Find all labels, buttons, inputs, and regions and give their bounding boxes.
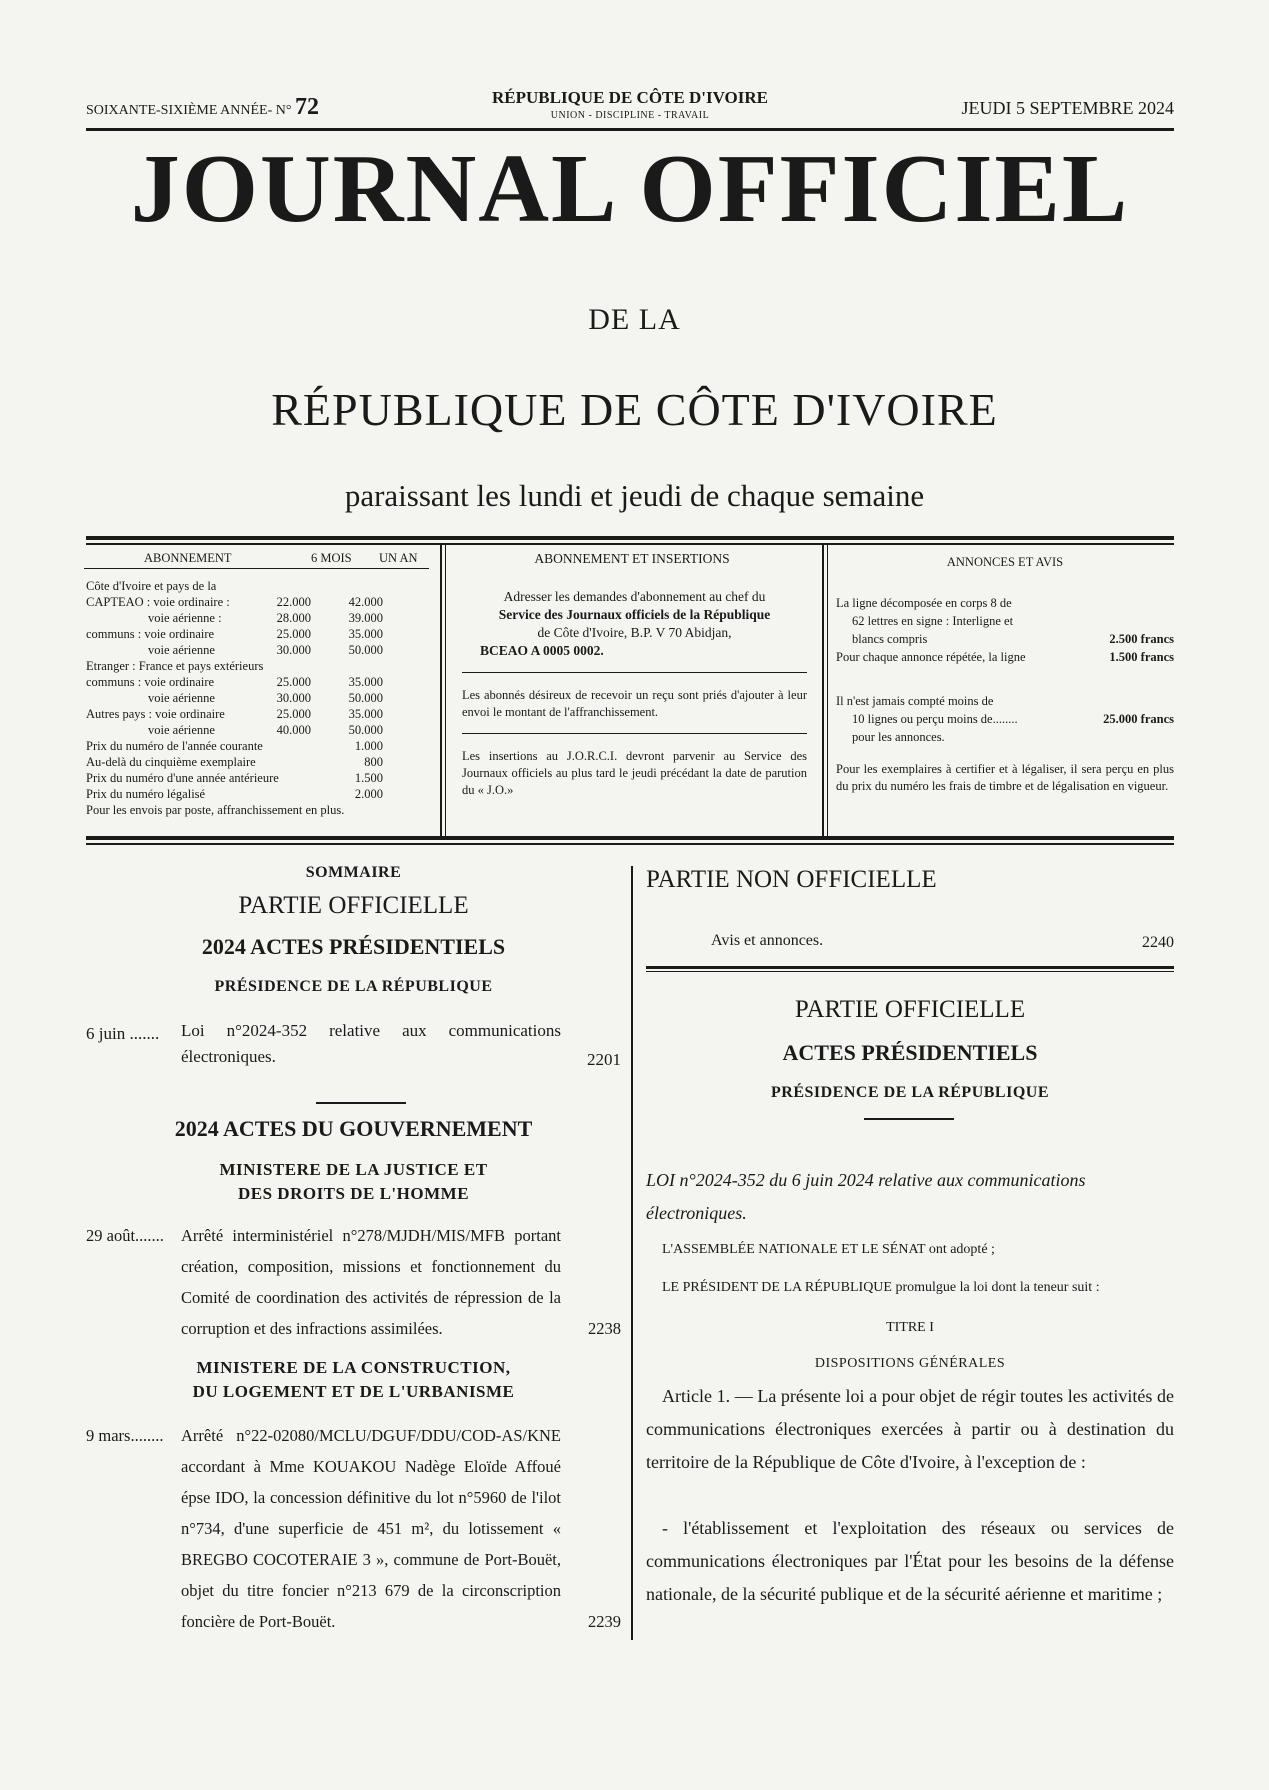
sommaire-min-construction [86, 1356, 621, 1404]
column-divider [631, 866, 633, 1640]
masthead: JOURNAL OFFICIEL [130, 135, 1130, 243]
insertions-heading: ABONNEMENT ET INSERTIONS [534, 551, 730, 566]
entry-2-date: 29 août....... [86, 1226, 164, 1245]
sommaire-entry-1 [86, 1018, 621, 1082]
annonces-line7: pour les annonces. [852, 730, 945, 744]
abonnement-row-label: Autres pays : voie ordinaire [86, 707, 225, 721]
right-short-rule [864, 1118, 954, 1120]
annonces-line3: blancs compris [852, 632, 928, 646]
box-divider-2b [827, 543, 828, 837]
abonnement-row-6mois: 25.000 [276, 707, 311, 721]
sommaire-partie-officielle: PARTIE OFFICIELLE [238, 892, 469, 919]
abonnement-row-an: 39.000 [348, 611, 383, 625]
box-bottom-rule-2 [86, 843, 1174, 845]
col-6mois: 6 MOIS [311, 551, 352, 565]
article-1: Article 1. — La présente loi a pour objet de régir toutes les activités de communications électroniques exercées à partir ou à destination du territoire de la République de Côte d'Ivoire, à l'exception de : [646, 1386, 1174, 1472]
abonnement-row-an: 50.000 [348, 691, 383, 705]
abonnement-row-label: communs : voie ordinaire [86, 627, 215, 641]
annonces-line4: Pour chaque annonce répétée, la ligne [836, 650, 1026, 664]
article-1-bullet: - l'établissement et l'exploitation des réseaux ou services de communications électroniques par l'État pour les besoins de la défense nationale, de la sécurité publique et de la sécurité aérienne et maritime ; [646, 1518, 1174, 1604]
sommaire-actes-presidentiels: 2024 ACTES PRÉSIDENTIELS [201, 934, 506, 959]
abonnement-row-label: voie aérienne [148, 691, 215, 705]
issue-number: 72 [294, 94, 319, 120]
insertions-column [462, 550, 807, 799]
annonces-line5: Il n'est jamais compté moins de [836, 694, 994, 708]
abonnement-row-6mois: 25.000 [276, 675, 311, 689]
abonnement-head-rule [84, 568, 429, 569]
abonnement-row-label: communs : voie ordinaire [86, 675, 215, 689]
box-bottom-rule [86, 836, 1174, 840]
abonnement-row-label: CAPTEAO : voie ordinaire : [86, 595, 230, 609]
abonnement-row-label: Au-delà du cinquième exemplaire [86, 755, 256, 769]
actes-presidentiels: ACTES PRÉSIDENTIELS [782, 1040, 1038, 1065]
sommaire-min-justice [86, 1158, 621, 1206]
insertions-p1 [462, 588, 807, 660]
abonnement-row-6mois: 28.000 [276, 611, 311, 625]
entry-1-date: 6 juin ....... [86, 1024, 160, 1043]
partie-non-officielle: PARTIE NON OFFICIELLE [646, 866, 937, 893]
abonnement-row-6mois: 30.000 [276, 643, 311, 657]
annonces-line1: La ligne décomposée en corps 8 de [836, 596, 1012, 610]
insertions-p3: Les insertions au J.O.R.C.I. devront parvenir au Service des Journaux officiels au plus tard le jeudi précédant la date de parution du « J.O.» [462, 749, 807, 797]
de-la: DE LA [588, 303, 681, 336]
assemblee-line: L'ASSEMBLÉE NATIONALE ET LE SÉNAT ont adopté ; [662, 1242, 995, 1257]
entry-2-text: Arrêté interministériel n°278/MJDH/MIS/MFB portant création, composition, missions et fonctionnement du Comité de coordination des activités de répression de la corruption et des infractions assimilées. [181, 1226, 561, 1338]
abonnement-row-an: 35.000 [348, 707, 383, 721]
sommaire-presidence: PRÉSIDENCE DE LA RÉPUBLIQUE [214, 978, 493, 995]
min-constr-line1: MINISTERE DE LA CONSTRUCTION, [196, 1358, 511, 1377]
annonces-price3: 25.000 francs [1103, 712, 1174, 726]
abonnement-row-6mois: 25.000 [276, 627, 311, 641]
partie-officielle: PARTIE OFFICIELLE [794, 996, 1026, 1023]
abonnement-row-label: Etranger : France et pays extérieurs [86, 659, 264, 673]
abonnement-row-label: Côte d'Ivoire et pays de la [86, 579, 217, 593]
insertions-rule-2 [462, 733, 807, 734]
avis-page: 2240 [1142, 934, 1174, 951]
sommaire-entry-2 [86, 1220, 621, 1348]
sommaire-title: SOMMAIRE [305, 864, 402, 881]
abonnement-row-an: 50.000 [348, 643, 383, 657]
abonnement-row-label: Prix du numéro de l'année courante [86, 739, 263, 753]
president-line: LE PRÉSIDENT DE LA RÉPUBLIQUE promulgue la loi dont la teneur suit : [662, 1280, 1100, 1295]
issue-date: JEUDI 5 SEPTEMBRE 2024 [961, 98, 1174, 118]
annonces-rates [836, 595, 1174, 675]
min-justice-line1: MINISTERE DE LA JUSTICE ET [219, 1160, 488, 1179]
abonnement-row-label: voie aérienne [148, 643, 215, 657]
entry-3-text: Arrêté n°22-02080/MCLU/DGUF/DDU/COD-AS/KNE accordant à Mme KOUAKOU Nadège Eloïde Affoué épse IDO, la concession définitive du lot n°5960 de l'ilot n°734, d'une superficie de 451 m², du lotissement « BREGBO COCOTERAIE 3 », commune de Port-Bouët, objet du titre foncier n°213 679 de la circonscription foncière de Port-Bouët. [181, 1426, 561, 1631]
avis-annonces: Avis et annonces. [711, 932, 824, 949]
box-divider-1b [445, 543, 446, 837]
abonnement-row-label: Prix du numéro d'une année antérieure [86, 771, 279, 785]
entry-1-text: Loi n°2024-352 relative aux communications électroniques. [181, 1021, 561, 1066]
frequency-line: paraissant les lundi et jeudi de chaque semaine [344, 478, 925, 513]
insertions-rule [462, 672, 807, 673]
abonnement-row-label: Prix du numéro légalisé [86, 787, 206, 801]
abonnement-row-an: 800 [364, 755, 383, 769]
sommaire-rule-1 [316, 1102, 406, 1104]
entry-1-page: 2201 [587, 1050, 621, 1069]
abonnement-row-label: Pour les envois par poste, affranchissement en plus. [86, 803, 345, 817]
box-divider-1 [440, 543, 442, 837]
republic-title: RÉPUBLIQUE DE CÔTE D'IVOIRE [271, 384, 998, 435]
sommaire-entry-3 [86, 1420, 621, 1645]
box-top-rule [86, 536, 1174, 540]
insertions-p1-line1: Adresser les demandes d'abonnement au chef du [503, 589, 766, 604]
right-rule-2 [646, 971, 1174, 972]
presidence: PRÉSIDENCE DE LA RÉPUBLIQUE [771, 1084, 1049, 1101]
min-constr-line2: DU LOGEMENT ET DE L'URBANISME [192, 1382, 515, 1401]
entry-3-page: 2239 [588, 1612, 621, 1631]
annonces-final: Pour les exemplaires à certifier et à légaliser, il sera perçu en plus du prix du numéro les frais de timbre et de légalisation en vigueur. [836, 762, 1174, 793]
entry-2-page: 2238 [588, 1319, 621, 1338]
header-rule [86, 128, 1174, 131]
entry-3-date: 9 mars........ [86, 1426, 164, 1445]
titre: TITRE I [886, 1320, 934, 1335]
min-justice-line2: DES DROITS DE L'HOMME [237, 1184, 470, 1203]
col-un-an: UN AN [379, 551, 418, 565]
abonnement-row-an: 1.000 [354, 739, 383, 753]
insertions-p1-line2: Service des Journaux officiels de la République [498, 607, 771, 622]
abonnement-row-label: voie aérienne : [148, 611, 222, 625]
annonces-line2: 62 lettres en signe : Interligne et [852, 614, 1014, 628]
abonnement-row-label: voie aérienne [148, 723, 215, 737]
abonnement-row-an: 35.000 [348, 675, 383, 689]
sommaire-actes-gouvernement: 2024 ACTES DU GOUVERNEMENT [174, 1116, 533, 1141]
annonces-column [836, 550, 1174, 795]
abonnement-row-an: 1.500 [354, 771, 383, 785]
insertions-p1-line3: de Côte d'Ivoire, B.P. V 70 Abidjan, [537, 625, 732, 640]
insertions-p2: Les abonnés désireux de recevoir un reçu sont priés d'ajouter à leur envoi le montant de l'affranchissement. [462, 688, 807, 719]
box-top-rule-2 [86, 543, 1174, 545]
year-label: SOIXANTE-SIXIÈME ANNÉE- N° [86, 103, 292, 118]
right-rule-1 [646, 966, 1174, 969]
abonnement-row-an: 35.000 [348, 627, 383, 641]
republic-top: RÉPUBLIQUE DE CÔTE D'IVOIRE [492, 88, 768, 107]
abonnement-row-6mois: 22.000 [276, 595, 311, 609]
issue-label [86, 94, 319, 121]
abonnement-row-an: 2.000 [354, 787, 383, 801]
abonnement-row-6mois: 30.000 [276, 691, 311, 705]
loi-title: LOI n°2024-352 du 6 juin 2024 relative aux communications électroniques. [646, 1170, 1086, 1223]
box-divider-2 [822, 543, 824, 837]
annonces-line6: 10 lignes ou perçu moins de........ [852, 712, 1018, 726]
abonnement-row-an: 50.000 [348, 723, 383, 737]
abonnement-row-an: 42.000 [348, 595, 383, 609]
annonces-heading: ANNONCES ET AVIS [946, 555, 1064, 569]
dispositions: DISPOSITIONS GÉNÉRALES [814, 1356, 1006, 1371]
annonces-price1: 2.500 francs [1109, 632, 1174, 646]
annonces-minimum [836, 693, 1174, 749]
abonnement-row-6mois: 40.000 [276, 723, 311, 737]
annonces-price2: 1.500 francs [1109, 650, 1174, 664]
abonnement-heading: ABONNEMENT [144, 551, 232, 565]
insertions-p1-line4: BCEAO A 0005 0002. [480, 643, 604, 658]
motto: UNION - DISCIPLINE - TRAVAIL [550, 110, 710, 121]
